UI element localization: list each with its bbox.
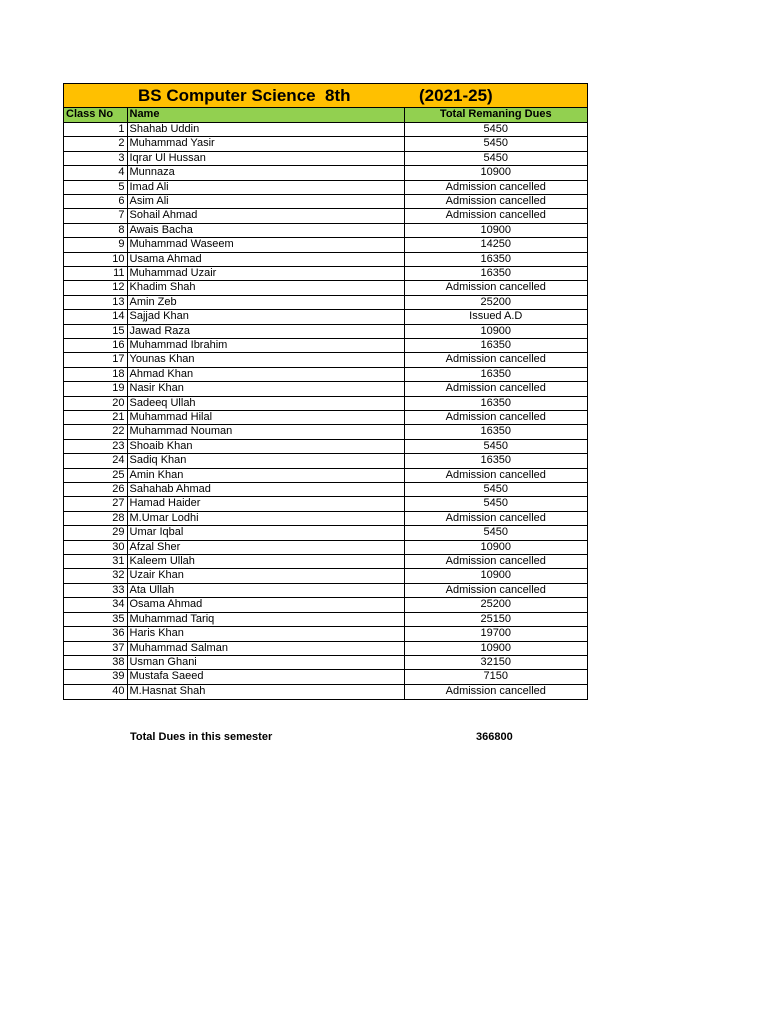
table-row xyxy=(64,281,587,295)
table-row xyxy=(64,353,587,367)
class-no-cell: 30 xyxy=(64,540,127,554)
table-row xyxy=(64,396,587,410)
student-name-cell: Nasir Khan xyxy=(127,382,404,396)
dues-cell: 25150 xyxy=(404,612,587,626)
class-no-cell: 15 xyxy=(64,324,127,338)
dues-cell: Admission cancelled xyxy=(404,194,587,208)
class-no-cell: 25 xyxy=(64,468,127,482)
class-no-cell: 7 xyxy=(64,209,127,223)
column-header-class-no: Class No xyxy=(64,108,127,122)
dues-cell: 5450 xyxy=(404,497,587,511)
table-row xyxy=(64,612,587,626)
student-name-cell: Muhammad Hilal xyxy=(127,411,404,425)
table-row xyxy=(64,555,587,569)
dues-cell: 16350 xyxy=(404,266,587,280)
dues-cell: 5450 xyxy=(404,122,587,136)
dues-cell: Admission cancelled xyxy=(404,209,587,223)
class-no-cell: 17 xyxy=(64,353,127,367)
table-row xyxy=(64,439,587,453)
table-row xyxy=(64,382,587,396)
table-row xyxy=(64,670,587,684)
class-no-cell: 11 xyxy=(64,266,127,280)
class-no-cell: 14 xyxy=(64,310,127,324)
class-no-cell: 28 xyxy=(64,511,127,525)
dues-cell: 5450 xyxy=(404,483,587,497)
table-row xyxy=(64,583,587,597)
class-no-cell: 6 xyxy=(64,194,127,208)
class-no-cell: 23 xyxy=(64,439,127,453)
student-name-cell: Muhammad Waseem xyxy=(127,238,404,252)
student-name-cell: Kaleem Ullah xyxy=(127,555,404,569)
class-no-cell: 40 xyxy=(64,684,127,698)
title-banner xyxy=(64,84,587,108)
class-no-cell: 34 xyxy=(64,598,127,612)
table-row xyxy=(64,511,587,525)
student-name-cell: Amin Khan xyxy=(127,468,404,482)
dues-cell: 25200 xyxy=(404,598,587,612)
dues-cell: 19700 xyxy=(404,627,587,641)
dues-cell: 16350 xyxy=(404,454,587,468)
column-header-dues: Total Remaning Dues xyxy=(404,108,587,122)
table-row xyxy=(64,180,587,194)
table-row xyxy=(64,425,587,439)
dues-cell: 5450 xyxy=(404,526,587,540)
dues-sheet xyxy=(63,83,588,700)
dues-cell: 5450 xyxy=(404,137,587,151)
student-name-cell: Imad Ali xyxy=(127,180,404,194)
table-row xyxy=(64,483,587,497)
student-name-cell: Haris Khan xyxy=(127,627,404,641)
class-no-cell: 8 xyxy=(64,223,127,237)
student-name-cell: Amin Zeb xyxy=(127,295,404,309)
header-row xyxy=(64,108,587,122)
dues-cell: Admission cancelled xyxy=(404,684,587,698)
dues-table xyxy=(64,108,587,699)
table-row xyxy=(64,209,587,223)
table-body xyxy=(64,122,587,698)
dues-cell: Admission cancelled xyxy=(404,555,587,569)
dues-cell: 16350 xyxy=(404,396,587,410)
table-row xyxy=(64,497,587,511)
table-row xyxy=(64,655,587,669)
student-name-cell: Shoaib Khan xyxy=(127,439,404,453)
dues-cell: 10900 xyxy=(404,540,587,554)
student-name-cell: M.Umar Lodhi xyxy=(127,511,404,525)
student-name-cell: Muhammad Tariq xyxy=(127,612,404,626)
dues-cell: 10900 xyxy=(404,166,587,180)
class-no-cell: 2 xyxy=(64,137,127,151)
student-name-cell: Ahmad Khan xyxy=(127,367,404,381)
total-dues-value: 366800 xyxy=(476,731,513,743)
student-name-cell: Sadeeq Ullah xyxy=(127,396,404,410)
class-no-cell: 37 xyxy=(64,641,127,655)
table-row xyxy=(64,194,587,208)
table-row xyxy=(64,338,587,352)
session-years: (2021-25) xyxy=(419,86,493,105)
student-name-cell: Ata Ullah xyxy=(127,583,404,597)
student-name-cell: Usman Ghani xyxy=(127,655,404,669)
dues-cell: 16350 xyxy=(404,367,587,381)
dues-cell: 14250 xyxy=(404,238,587,252)
table-row xyxy=(64,598,587,612)
dues-cell: Admission cancelled xyxy=(404,468,587,482)
dues-cell: 25200 xyxy=(404,295,587,309)
class-no-cell: 1 xyxy=(64,122,127,136)
class-no-cell: 26 xyxy=(64,483,127,497)
dues-cell: 32150 xyxy=(404,655,587,669)
student-name-cell: Muhammad Yasir xyxy=(127,137,404,151)
table-row xyxy=(64,627,587,641)
table-row xyxy=(64,295,587,309)
student-name-cell: Iqrar Ul Hussan xyxy=(127,151,404,165)
class-no-cell: 39 xyxy=(64,670,127,684)
table-row xyxy=(64,166,587,180)
table-row xyxy=(64,569,587,583)
student-name-cell: Muhammad Ibrahim xyxy=(127,338,404,352)
student-name-cell: Usama Ahmad xyxy=(127,252,404,266)
student-name-cell: Younas Khan xyxy=(127,353,404,367)
table-row xyxy=(64,223,587,237)
table-row xyxy=(64,367,587,381)
class-no-cell: 27 xyxy=(64,497,127,511)
dues-cell: 10900 xyxy=(404,324,587,338)
dues-cell: 10900 xyxy=(404,641,587,655)
class-no-cell: 12 xyxy=(64,281,127,295)
student-name-cell: Afzal Sher xyxy=(127,540,404,554)
table-row xyxy=(64,266,587,280)
dues-cell: Issued A.D xyxy=(404,310,587,324)
student-name-cell: Umar Iqbal xyxy=(127,526,404,540)
student-name-cell: Jawad Raza xyxy=(127,324,404,338)
student-name-cell: Muhammad Salman xyxy=(127,641,404,655)
class-no-cell: 22 xyxy=(64,425,127,439)
class-no-cell: 18 xyxy=(64,367,127,381)
class-no-cell: 21 xyxy=(64,411,127,425)
class-no-cell: 33 xyxy=(64,583,127,597)
class-no-cell: 10 xyxy=(64,252,127,266)
dues-cell: 16350 xyxy=(404,338,587,352)
table-row xyxy=(64,310,587,324)
class-no-cell: 29 xyxy=(64,526,127,540)
student-name-cell: Awais Bacha xyxy=(127,223,404,237)
student-name-cell: Shahab Uddin xyxy=(127,122,404,136)
table-row xyxy=(64,684,587,698)
table-row xyxy=(64,324,587,338)
dues-cell: 5450 xyxy=(404,151,587,165)
class-no-cell: 9 xyxy=(64,238,127,252)
class-no-cell: 20 xyxy=(64,396,127,410)
table-row xyxy=(64,252,587,266)
student-name-cell: Hamad Haider xyxy=(127,497,404,511)
table-row xyxy=(64,641,587,655)
table-row xyxy=(64,411,587,425)
dues-cell: Admission cancelled xyxy=(404,180,587,194)
student-name-cell: Sahahab Ahmad xyxy=(127,483,404,497)
class-no-cell: 3 xyxy=(64,151,127,165)
class-no-cell: 24 xyxy=(64,454,127,468)
program-title: BS Computer Science 8th xyxy=(138,86,351,105)
student-name-cell: Sajjad Khan xyxy=(127,310,404,324)
dues-cell: Admission cancelled xyxy=(404,411,587,425)
dues-cell: Admission cancelled xyxy=(404,353,587,367)
class-no-cell: 35 xyxy=(64,612,127,626)
table-row xyxy=(64,540,587,554)
student-name-cell: Muhammad Nouman xyxy=(127,425,404,439)
table-row xyxy=(64,238,587,252)
student-name-cell: Muhammad Uzair xyxy=(127,266,404,280)
student-name-cell: Mustafa Saeed xyxy=(127,670,404,684)
class-no-cell: 16 xyxy=(64,338,127,352)
student-name-cell: Uzair Khan xyxy=(127,569,404,583)
class-no-cell: 5 xyxy=(64,180,127,194)
student-name-cell: Asim Ali xyxy=(127,194,404,208)
class-no-cell: 19 xyxy=(64,382,127,396)
total-dues-label: Total Dues in this semester xyxy=(130,731,273,743)
class-no-cell: 32 xyxy=(64,569,127,583)
dues-cell: 16350 xyxy=(404,425,587,439)
class-no-cell: 4 xyxy=(64,166,127,180)
class-no-cell: 38 xyxy=(64,655,127,669)
student-name-cell: M.Hasnat Shah xyxy=(127,684,404,698)
table-row xyxy=(64,454,587,468)
dues-cell: 10900 xyxy=(404,223,587,237)
student-name-cell: Sadiq Khan xyxy=(127,454,404,468)
dues-cell: 5450 xyxy=(404,439,587,453)
dues-cell: Admission cancelled xyxy=(404,583,587,597)
table-row xyxy=(64,526,587,540)
dues-cell: Admission cancelled xyxy=(404,382,587,396)
table-row xyxy=(64,151,587,165)
dues-cell: 10900 xyxy=(404,569,587,583)
table-row xyxy=(64,122,587,136)
dues-cell: 7150 xyxy=(404,670,587,684)
class-no-cell: 13 xyxy=(64,295,127,309)
student-name-cell: Khadim Shah xyxy=(127,281,404,295)
student-name-cell: Osama Ahmad xyxy=(127,598,404,612)
student-name-cell: Munnaza xyxy=(127,166,404,180)
dues-cell: Admission cancelled xyxy=(404,511,587,525)
table-row xyxy=(64,137,587,151)
class-no-cell: 36 xyxy=(64,627,127,641)
column-header-name: Name xyxy=(127,108,404,122)
dues-cell: 16350 xyxy=(404,252,587,266)
class-no-cell: 31 xyxy=(64,555,127,569)
table-row xyxy=(64,468,587,482)
student-name-cell: Sohail Ahmad xyxy=(127,209,404,223)
dues-cell: Admission cancelled xyxy=(404,281,587,295)
